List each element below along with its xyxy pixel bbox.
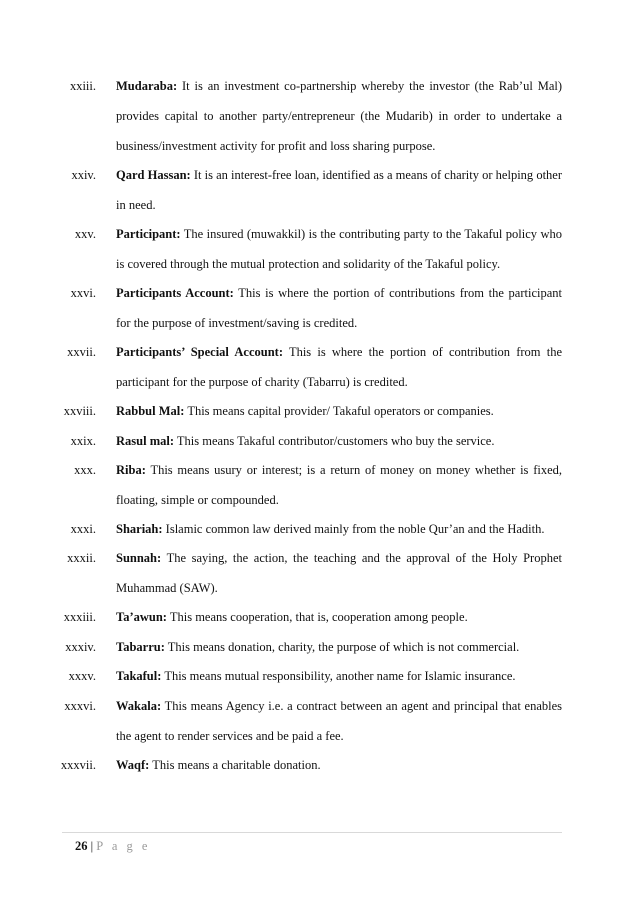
entry-definition: This means mutual responsibility, another name for Islamic insurance.: [164, 669, 516, 683]
entry-definition: This means Takaful contributor/customers who buy the service.: [176, 434, 495, 448]
entry-definition: This means capital provider/ Takaful operators or companies.: [187, 404, 494, 418]
entry-body: [116, 691, 562, 751]
entry-term: Mudaraba:: [116, 79, 178, 93]
entry-body: [116, 219, 562, 279]
entry-body: [116, 426, 562, 456]
entry-number: xxx.: [74, 463, 96, 477]
entry-number: xxvii.: [67, 345, 96, 359]
entry-body: [116, 543, 562, 603]
entry-term: Takaful:: [116, 669, 162, 683]
entry-definition: This is where the portion of contributions from the participant for the purpose of investment/saving is credited.: [116, 286, 563, 330]
entry-number: xxviii.: [63, 404, 96, 418]
entry-number: xxxii.: [67, 551, 96, 565]
entry-term: Rabbul Mal:: [116, 404, 185, 418]
entry-number: xxxvi.: [64, 699, 96, 713]
entry-term: Rasul mal:: [116, 434, 174, 448]
entry-body: [116, 455, 562, 515]
entry-definition: This is where the portion of contribution from the participant for the purpose of charity (Tabarru) is credited.: [116, 345, 562, 389]
entry-term: Ta’awun:: [116, 610, 167, 624]
footer-separator: |: [90, 839, 94, 853]
entry-definition: This means cooperation, that is, cooperation among people.: [169, 610, 468, 624]
entry-body: [116, 396, 562, 426]
entry-term: Participants Account:: [116, 286, 234, 300]
page-word: P a g e: [96, 839, 151, 853]
entry-definition: It is an investment co-partnership whereby the investor (the Rab’ul Mal) provides capital to another party/entrepreneur (the Mudarib) in order to undertake a business/investment activity for profit and loss sharing purpose.: [116, 79, 562, 153]
entry-number: xxix.: [70, 434, 96, 448]
entry-body: [116, 71, 562, 161]
entry-number: xxxiii.: [63, 610, 96, 624]
entry-definition: This means usury or interest; is a return of money on money whether is fixed, floating, simple or compounded.: [116, 463, 563, 507]
entry-body: [116, 602, 562, 632]
entry-definition: This means donation, charity, the purpose of which is not commercial.: [167, 640, 520, 654]
entry-term: Tabarru:: [116, 640, 165, 654]
entry-number: xxiv.: [71, 168, 96, 182]
entry-body: [116, 337, 562, 397]
entry-body: [116, 278, 562, 338]
entry-definition: The insured (muwakkil) is the contributing party to the Takaful policy who is covered through the mutual protection and solidarity of the Takaful policy.: [116, 227, 563, 271]
entry-term: Shariah:: [116, 522, 163, 536]
entry-number: xxxv.: [68, 669, 96, 683]
entry-number: xxiii.: [69, 79, 96, 93]
entry-body: [116, 661, 562, 691]
entry-number: xxxi.: [70, 522, 96, 536]
entry-number: xxxvii.: [60, 758, 96, 772]
entry-body: [116, 514, 562, 544]
page-footer: [62, 832, 562, 853]
page-number-label: [75, 839, 150, 854]
entry-definition: It is an interest-free loan, identified as a means of charity or helping other in need.: [116, 168, 563, 212]
entry-body: [116, 632, 562, 662]
entry-term: Participant:: [116, 227, 181, 241]
page-number: 26: [75, 839, 88, 853]
entry-number: xxxiv.: [65, 640, 96, 654]
entry-term: Qard Hassan:: [116, 168, 191, 182]
entry-term: Sunnah:: [116, 551, 162, 565]
entry-body: [116, 750, 562, 780]
entry-term: Waqf:: [116, 758, 150, 772]
entry-definition: This means a charitable donation.: [152, 758, 321, 772]
entry-number: xxv.: [74, 227, 96, 241]
entry-definition: This means Agency i.e. a contract between an agent and principal that enables the agent to render services and be paid a fee.: [116, 699, 563, 743]
entry-body: [116, 160, 562, 220]
entry-definition: The saying, the action, the teaching and the approval of the Holy Prophet Muhammad (SAW).: [116, 551, 562, 595]
entry-definition: Islamic common law derived mainly from the noble Qur’an and the Hadith.: [165, 522, 545, 536]
entry-term: Wakala:: [116, 699, 162, 713]
entry-term: Participants’ Special Account:: [116, 345, 283, 359]
entry-term: Riba:: [116, 463, 146, 477]
entry-number: xxvi.: [70, 286, 96, 300]
